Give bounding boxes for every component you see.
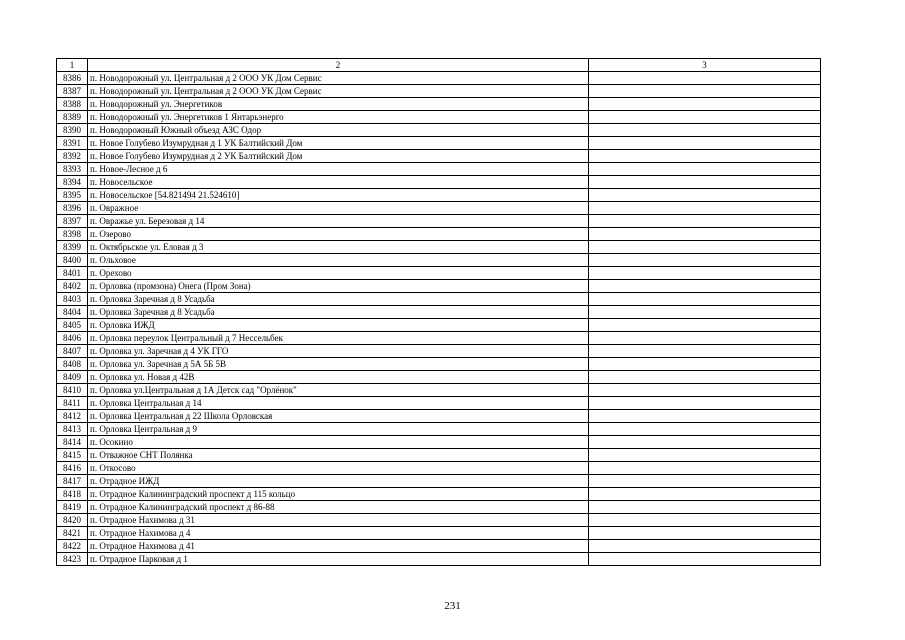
table-row [57, 306, 821, 319]
table-row [57, 280, 821, 293]
address-cell: п. Отважное СНТ Полянка [88, 449, 589, 462]
address-table [56, 58, 821, 566]
table-row [57, 319, 821, 332]
address-cell: п. Орловка Заречная д 8 Усадьба [88, 293, 589, 306]
extra-cell [589, 540, 821, 553]
row-number-cell: 8415 [57, 449, 88, 462]
table-row [57, 241, 821, 254]
address-cell: п. Откосово [88, 462, 589, 475]
extra-cell [589, 397, 821, 410]
address-cell: п. Октябрьское ул. Еловая д 3 [88, 241, 589, 254]
address-cell: п. Орловка ул. Заречная д 4 УК ГГО [88, 345, 589, 358]
table-row [57, 345, 821, 358]
address-cell: п. Осокино [88, 436, 589, 449]
row-number-cell: 8395 [57, 189, 88, 202]
extra-cell [589, 137, 821, 150]
extra-cell [589, 501, 821, 514]
address-cell: п. Орехово [88, 267, 589, 280]
row-number-cell: 8400 [57, 254, 88, 267]
extra-cell [589, 293, 821, 306]
row-number-cell: 8405 [57, 319, 88, 332]
extra-cell [589, 462, 821, 475]
row-number-cell: 8388 [57, 98, 88, 111]
address-cell: п. Орловка ул. Заречная д 5А 5Б 5В [88, 358, 589, 371]
address-cell: п. Орловка ул. Новая д 42В [88, 371, 589, 384]
table-row [57, 514, 821, 527]
row-number-cell: 8414 [57, 436, 88, 449]
address-cell: п. Орловка ул.Центральная д 1А Детск сад "Орлёнок" [88, 384, 589, 397]
extra-cell [589, 72, 821, 85]
extra-cell [589, 267, 821, 280]
table-row [57, 72, 821, 85]
address-cell: п. Овражье ул. Березовая д 14 [88, 215, 589, 228]
row-number-cell: 8406 [57, 332, 88, 345]
table-row [57, 137, 821, 150]
extra-cell [589, 98, 821, 111]
row-number-cell: 8421 [57, 527, 88, 540]
row-number-cell: 8422 [57, 540, 88, 553]
table-row [57, 540, 821, 553]
address-cell: п. Отрадное Парковая д 1 [88, 553, 589, 566]
row-number-cell: 8418 [57, 488, 88, 501]
table-row [57, 85, 821, 98]
page-number: 231 [444, 600, 461, 612]
row-number-cell: 8417 [57, 475, 88, 488]
address-cell: п. Отрадное Нахимова д 41 [88, 540, 589, 553]
row-number-cell: 8390 [57, 124, 88, 137]
extra-cell [589, 176, 821, 189]
extra-cell [589, 85, 821, 98]
row-number-cell: 8391 [57, 137, 88, 150]
extra-cell [589, 306, 821, 319]
table-row [57, 150, 821, 163]
table-row [57, 358, 821, 371]
address-cell: п. Новодорожный Южный объезд АЗС Одор [88, 124, 589, 137]
address-cell: п. Отрадное Нахимова д 4 [88, 527, 589, 540]
row-number-cell: 8392 [57, 150, 88, 163]
extra-cell [589, 189, 821, 202]
table-row [57, 111, 821, 124]
table-row [57, 124, 821, 137]
row-number-cell: 8423 [57, 553, 88, 566]
address-cell: п. Новое-Лесное д 6 [88, 163, 589, 176]
address-cell: п. Отрадное ИЖД [88, 475, 589, 488]
extra-cell [589, 215, 821, 228]
extra-cell [589, 202, 821, 215]
address-cell: п. Орловка Заречная д 8 Усадьба [88, 306, 589, 319]
column-header-1: 1 [57, 59, 88, 72]
extra-cell [589, 410, 821, 423]
extra-cell [589, 514, 821, 527]
address-cell: п. Орловка Центральная д 22 Школа Орловская [88, 410, 589, 423]
table-row [57, 215, 821, 228]
column-header-3: 3 [589, 59, 821, 72]
row-number-cell: 8394 [57, 176, 88, 189]
extra-cell [589, 384, 821, 397]
row-number-cell: 8409 [57, 371, 88, 384]
extra-cell [589, 111, 821, 124]
address-cell: п. Отрадное Калининградский проспект д 115 кольцо [88, 488, 589, 501]
address-cell: п. Орловка (промзона) Онега (Пром Зона) [88, 280, 589, 293]
table-row [57, 254, 821, 267]
table-row [57, 176, 821, 189]
row-number-cell: 8412 [57, 410, 88, 423]
address-cell: п. Новосельское [88, 176, 589, 189]
extra-cell [589, 371, 821, 384]
extra-cell [589, 423, 821, 436]
table-row [57, 163, 821, 176]
extra-cell [589, 319, 821, 332]
address-cell: п. Новодорожный ул. Центральная д 2 ООО УК Дом Сервис [88, 72, 589, 85]
extra-cell [589, 488, 821, 501]
row-number-cell: 8397 [57, 215, 88, 228]
table-row [57, 202, 821, 215]
extra-cell [589, 527, 821, 540]
address-cell: п. Овражное [88, 202, 589, 215]
row-number-cell: 8393 [57, 163, 88, 176]
address-cell: п. Озерово [88, 228, 589, 241]
extra-cell [589, 163, 821, 176]
row-number-cell: 8386 [57, 72, 88, 85]
table-body [57, 72, 821, 566]
extra-cell [589, 124, 821, 137]
table-row [57, 410, 821, 423]
row-number-cell: 8408 [57, 358, 88, 371]
row-number-cell: 8404 [57, 306, 88, 319]
table-row [57, 475, 821, 488]
row-number-cell: 8416 [57, 462, 88, 475]
table-row [57, 527, 821, 540]
row-number-cell: 8407 [57, 345, 88, 358]
row-number-cell: 8389 [57, 111, 88, 124]
extra-cell [589, 553, 821, 566]
row-number-cell: 8410 [57, 384, 88, 397]
extra-cell [589, 332, 821, 345]
row-number-cell: 8413 [57, 423, 88, 436]
table-row [57, 423, 821, 436]
extra-cell [589, 254, 821, 267]
row-number-cell: 8420 [57, 514, 88, 527]
row-number-cell: 8399 [57, 241, 88, 254]
table-row [57, 228, 821, 241]
address-cell: п. Новодорожный ул. Энергетиков [88, 98, 589, 111]
address-cell: п. Новодорожный ул. Центральная д 2 ООО УК Дом Сервис [88, 85, 589, 98]
address-cell: п. Новое Голубево Изумрудная д 1 УК Балтийский Дом [88, 137, 589, 150]
address-cell: п. Ольховое [88, 254, 589, 267]
row-number-cell: 8401 [57, 267, 88, 280]
table-row [57, 293, 821, 306]
extra-cell [589, 150, 821, 163]
address-cell: п. Новое Голубево Изумрудная д 2 УК Балтийский Дом [88, 150, 589, 163]
table-row [57, 462, 821, 475]
table-row [57, 371, 821, 384]
table-row [57, 384, 821, 397]
row-number-cell: 8403 [57, 293, 88, 306]
address-cell: п. Орловка ИЖД [88, 319, 589, 332]
row-number-cell: 8419 [57, 501, 88, 514]
table-row [57, 267, 821, 280]
extra-cell [589, 228, 821, 241]
row-number-cell: 8396 [57, 202, 88, 215]
row-number-cell: 8387 [57, 85, 88, 98]
extra-cell [589, 345, 821, 358]
table-row [57, 488, 821, 501]
extra-cell [589, 449, 821, 462]
row-number-cell: 8398 [57, 228, 88, 241]
table-row [57, 397, 821, 410]
table-row [57, 98, 821, 111]
address-cell: п. Отрадное Калининградский проспект д 86-88 [88, 501, 589, 514]
extra-cell [589, 241, 821, 254]
extra-cell [589, 475, 821, 488]
address-cell: п. Орловка Центральная д 9 [88, 423, 589, 436]
table-row [57, 501, 821, 514]
column-header-2: 2 [88, 59, 589, 72]
row-number-cell: 8411 [57, 397, 88, 410]
table-header-row [57, 59, 821, 72]
table-row [57, 436, 821, 449]
extra-cell [589, 358, 821, 371]
extra-cell [589, 280, 821, 293]
table-row [57, 189, 821, 202]
table-row [57, 449, 821, 462]
extra-cell [589, 436, 821, 449]
address-cell: п. Новосельское [54.821494 21.524610] [88, 189, 589, 202]
table-row [57, 553, 821, 566]
address-cell: п. Орловка переулок Центральный д 7 Нессельбек [88, 332, 589, 345]
address-cell: п. Отрадное Нахимова д 31 [88, 514, 589, 527]
address-cell: п. Орловка Центральная д 14 [88, 397, 589, 410]
table-row [57, 332, 821, 345]
row-number-cell: 8402 [57, 280, 88, 293]
address-cell: п. Новодорожный ул. Энергетиков 1 Янтарьэнерго [88, 111, 589, 124]
